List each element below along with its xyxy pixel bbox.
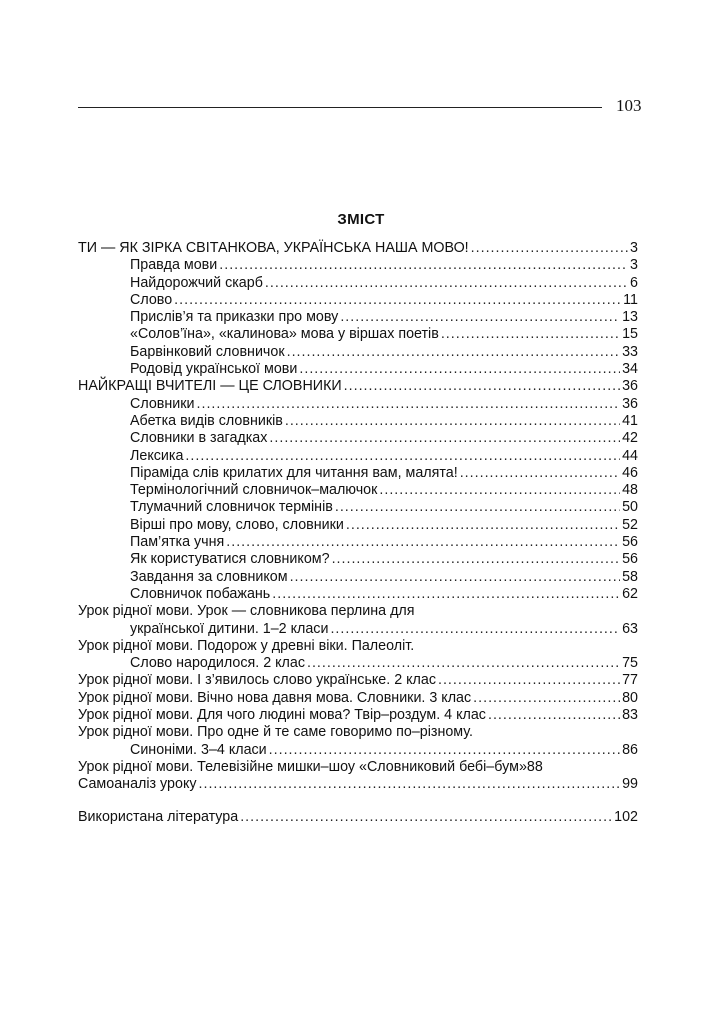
toc-entry-page: 15 [622, 326, 638, 343]
toc-entry-first-line[interactable] [78, 603, 638, 620]
toc-entry-page: 102 [614, 808, 638, 825]
toc-entry-label: Слово [130, 291, 173, 308]
toc-entry-page: 86 [622, 741, 638, 758]
toc-entry-label: Урок рідної мови. Подорож у древні віки. Палеоліт. [78, 637, 415, 654]
leader-dots [441, 326, 620, 343]
toc-entry[interactable] [78, 499, 638, 516]
leader-dots [473, 690, 620, 707]
leader-dots [219, 257, 628, 274]
toc-entry-label: Словничок побажань [130, 585, 271, 602]
toc-entry-label: української дитини. 1–2 класи [130, 620, 329, 637]
toc-entry[interactable] [78, 344, 638, 361]
toc-entry-page: 62 [622, 585, 638, 602]
leader-dots [438, 672, 620, 689]
toc-entry[interactable] [78, 586, 638, 603]
toc-entry-page: 88 [526, 758, 543, 775]
leader-dots [269, 430, 620, 447]
toc-entry[interactable] [78, 396, 638, 413]
leader-dots [174, 292, 621, 309]
toc-entry-page: 36 [622, 378, 638, 395]
spacer [78, 794, 638, 809]
toc-entry-page: 44 [622, 447, 638, 464]
toc-entry[interactable] [78, 413, 638, 430]
toc-entry[interactable] [78, 292, 638, 309]
toc-entry[interactable] [78, 482, 638, 499]
leader-dots [346, 517, 620, 534]
toc-entry-label: НАЙКРАЩІ ВЧИТЕЛІ — ЦЕ СЛОВНИКИ [78, 378, 342, 395]
toc-entry-page: 41 [622, 412, 638, 429]
toc-entry-first-line[interactable] [78, 724, 638, 741]
toc-entry-page: 36 [622, 395, 638, 412]
leader-dots [471, 240, 628, 257]
toc-entry-page: 42 [622, 430, 638, 447]
toc-entry[interactable] [78, 275, 638, 292]
toc-entry-label: Словники [130, 395, 195, 412]
toc-entry-label: Піраміда слів крилатих для читання вам, малята! [130, 464, 458, 481]
toc-entry-page: 6 [630, 274, 638, 291]
toc-entry-page: 52 [622, 516, 638, 533]
toc-entry-label: Самоаналіз уроку [78, 776, 197, 793]
toc-entry-page: 56 [622, 534, 638, 551]
toc-entry-references[interactable] [78, 809, 638, 826]
toc-entry-page: 48 [622, 482, 638, 499]
leader-dots [265, 275, 628, 292]
toc-entry-continuation[interactable] [78, 742, 638, 759]
toc-entry-label: Родовід української мови [130, 361, 298, 378]
toc-entry-label: Урок рідної мови. Вічно нова давня мова. Словники. 3 клас [78, 689, 472, 706]
leader-dots [240, 809, 612, 826]
toc-section-2[interactable] [78, 378, 638, 395]
leader-dots [340, 309, 620, 326]
toc-entry-page: 46 [622, 464, 638, 481]
toc-entry-page: 13 [622, 309, 638, 326]
toc-entry-page: 50 [622, 499, 638, 516]
toc-entry-continuation[interactable] [78, 655, 638, 672]
toc-entry[interactable] [78, 759, 638, 776]
toc-entry-label: Лексика [130, 447, 184, 464]
leader-dots [199, 776, 621, 793]
toc-entry[interactable] [78, 430, 638, 447]
leader-dots [287, 344, 621, 361]
toc-entry[interactable] [78, 361, 638, 378]
leader-dots [185, 448, 620, 465]
toc-entry-continuation[interactable] [78, 621, 638, 638]
leader-dots [307, 655, 620, 672]
toc-entry[interactable] [78, 517, 638, 534]
toc-entry[interactable] [78, 551, 638, 568]
leader-dots [272, 586, 620, 603]
toc-entry-page: 77 [622, 672, 638, 689]
toc-entry-page: 58 [622, 568, 638, 585]
toc-entry-page: 33 [622, 343, 638, 360]
toc-entry-label: Барвінковий словничок [130, 343, 285, 360]
toc-entry-label: Термінологічний словничок–малючок [130, 482, 378, 499]
toc-entry-label: Абетка видів словників [130, 412, 283, 429]
toc-entry-label: Урок рідної мови. Телевізійне мишки–шоу «Словниковий бебі–бум» [78, 758, 527, 775]
leader-dots [332, 551, 621, 568]
toc-entry-label: Найдорожчий скарб [130, 274, 263, 291]
toc-entry[interactable] [78, 309, 638, 326]
toc-entry-page: 99 [622, 776, 638, 793]
toc-entry[interactable] [78, 776, 638, 793]
toc-entry-page: 80 [622, 689, 638, 706]
toc-entry-label: Урок рідної мови. Про одне й те саме говоримо по–різному. [78, 724, 473, 741]
toc-entry-label: Завдання за словником [130, 568, 288, 585]
toc-entry-label: Урок рідної мови. Урок — словникова перлина для [78, 603, 415, 620]
leader-dots [226, 534, 620, 551]
toc-entry-page: 34 [622, 361, 638, 378]
leader-dots [197, 396, 621, 413]
toc-entry-page: 83 [622, 707, 638, 724]
toc-section-1[interactable] [78, 240, 638, 257]
header-rule [78, 107, 602, 108]
toc-entry-page: 75 [622, 655, 638, 672]
toc-entry[interactable] [78, 534, 638, 551]
toc-entry[interactable] [78, 569, 638, 586]
toc-entry[interactable] [78, 672, 638, 689]
toc-entry-first-line[interactable] [78, 638, 638, 655]
toc-entry[interactable] [78, 465, 638, 482]
toc-entry-page: 3 [630, 240, 638, 256]
leader-dots [269, 742, 620, 759]
page-number: 103 [616, 96, 642, 115]
toc-entry-label: Прислів’я та приказки про мову [130, 309, 339, 326]
toc-entry-label: Правда мови [130, 257, 218, 274]
toc-entry-label: «Солов’їна», «калинова» мова у віршах поетів [130, 326, 439, 343]
leader-dots [285, 413, 620, 430]
leader-dots [344, 378, 620, 395]
leader-dots [290, 569, 621, 586]
toc-entry-page: 3 [630, 257, 638, 274]
toc-entry-label: Словники в загадках [130, 430, 268, 447]
toc-entry-label: Урок рідної мови. І з’явилось слово українське. 2 клас [78, 672, 436, 689]
toc-entry-label: Слово народилося. 2 клас [130, 655, 305, 672]
toc-entry-label: Використана література [78, 808, 239, 825]
table-of-contents [78, 240, 638, 826]
leader-dots [335, 499, 620, 516]
leader-dots [488, 707, 620, 724]
toc-entry[interactable] [78, 690, 638, 707]
toc-entry-label: Тлумачний словничок термінів [130, 499, 333, 516]
toc-entry[interactable] [78, 448, 638, 465]
toc-entry-label: Як користуватися словником? [130, 551, 330, 568]
toc-entry[interactable] [78, 326, 638, 343]
leader-dots [379, 482, 620, 499]
toc-entry-label: Синоніми. 3–4 класи [130, 741, 267, 758]
leader-dots [299, 361, 620, 378]
toc-entry-page: 11 [623, 291, 638, 308]
toc-entry-label: Вірші про мову, слово, словники [130, 516, 344, 533]
toc-entry-label: Пам’ятка учня [130, 534, 225, 551]
toc-entry-label: Урок рідної мови. Для чого людині мова? Твір–роздум. 4 клас [78, 707, 486, 724]
leader-dots [460, 465, 620, 482]
toc-entry-page: 63 [622, 620, 638, 637]
toc-entry[interactable] [78, 707, 638, 724]
leader-dots [330, 621, 620, 638]
toc-entry[interactable] [78, 257, 638, 274]
toc-entry-page: 56 [622, 551, 638, 568]
toc-title: ЗМІСТ [337, 211, 385, 228]
toc-entry-label: ТИ — ЯК ЗІРКА СВІТАНКОВА, УКРАЇНСЬКА НАША МОВО! [78, 240, 469, 256]
